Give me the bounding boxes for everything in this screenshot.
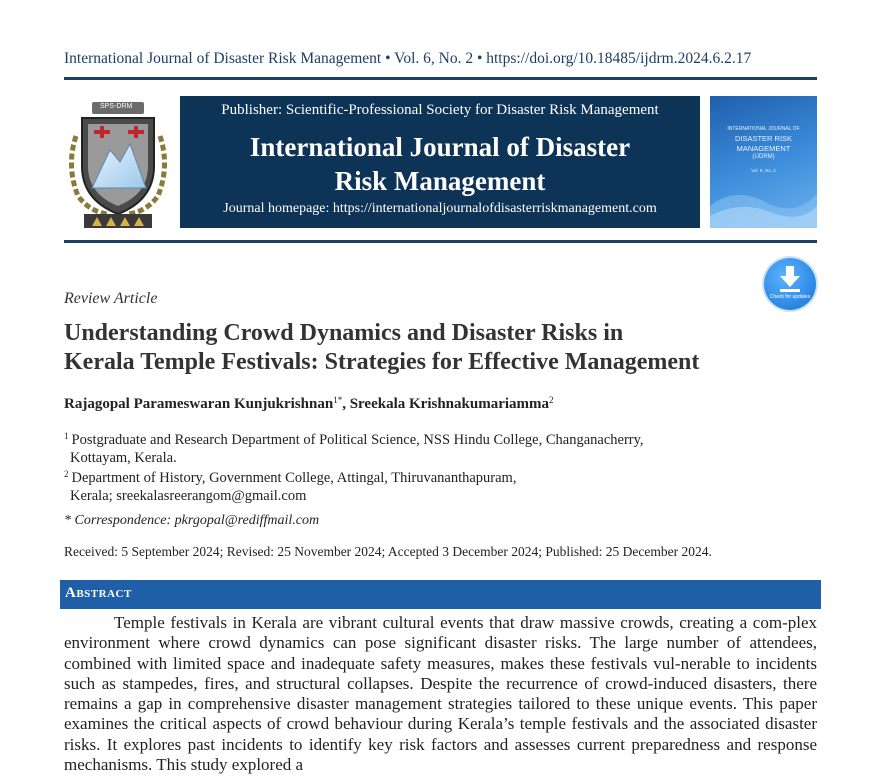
- cover-issue: Vol. 6, No. 2: [751, 168, 776, 173]
- publisher-line: Publisher: Scientific-Professional Society for Disaster Risk Management: [221, 102, 659, 118]
- download-arrow-icon: [778, 266, 802, 292]
- article-title-line1: Understanding Crowd Dynamics and Disaster Risks in: [64, 320, 624, 346]
- cover-line4: (IJDRM): [752, 154, 775, 160]
- author-2-name: Sreekala Krishnakumariamma: [349, 396, 550, 412]
- author-2-marker: 2: [549, 395, 554, 405]
- affiliation-2: [64, 465, 516, 505]
- affiliation-1-line1: Postgraduate and Research Department of Political Science, NSS Hindu College, Changanacherry,: [71, 432, 644, 448]
- journal-cover-thumbnail: [710, 96, 817, 228]
- abstract-heading: Abstract: [65, 585, 132, 601]
- abstract-body: Temple festivals in Kerala are vibrant cultural events that draw massive crowds, creating a com-plex environment where crowd dynamics can pose significant disaster risks. The large number of attendees, combined with limited space and inadequate safety measures, makes these festivals vul-nerable to incidents such as stampedes, fires, and structural collapses. Despite the recurrence of crowd-induced disasters, there remains a gap in comprehensive disaster management strategies tailored to these unique events. This paper examines the critical aspects of crowd behaviour during Kerala’s temple festivals and the associated disaster risks. It explores past incidents to identify key risk factors and assesses current preparedness and response mechanisms. This study explored a: [64, 613, 817, 775]
- shield-emblem-icon: [64, 96, 172, 230]
- header-rule-bottom: [64, 240, 817, 243]
- affiliation-2-line1: Department of History, Government College, Attingal, Thiruvananthapuram,: [71, 470, 517, 486]
- article-type: Review Article: [64, 290, 158, 307]
- author-separator: ,: [342, 396, 350, 412]
- correspondence-email[interactable]: * Correspondence: pkrgopal@rediffmail.com: [64, 513, 320, 528]
- article-title: [64, 319, 804, 377]
- logo-badge-text: SPS-DRM: [100, 103, 133, 110]
- journal-title-line2: Risk Management: [334, 166, 546, 196]
- author-1-name: Rajagopal Parameswaran Kunjukrishnan: [64, 396, 334, 412]
- cover-line3: MANAGEMENT: [736, 144, 791, 153]
- header-rule-top: [64, 77, 817, 80]
- publication-dates: Received: 5 September 2024; Revised: 25 November 2024; Accepted 3 December 2024; Published: 25 December 2024.: [64, 544, 712, 559]
- running-header: International Journal of Disaster Risk Management • Vol. 6, No. 2 • https://doi.org/10.18485/ijdrm.2024.6.2.17: [64, 50, 752, 67]
- journal-banner: [180, 96, 700, 228]
- author-list: [64, 395, 554, 413]
- author-1-marker: 1*: [333, 395, 343, 405]
- affiliation-1-line2: Kottayam, Kerala.: [70, 450, 177, 466]
- journal-title-line1: International Journal of Disaster: [249, 132, 631, 162]
- check-for-updates-badge[interactable]: [764, 258, 816, 310]
- journal-title: [180, 130, 700, 198]
- cover-line2: DISASTER RISK: [734, 134, 793, 143]
- affiliation-1: [64, 427, 644, 467]
- cover-wave-icon: [710, 176, 817, 228]
- affiliation-1-number: 1: [64, 431, 69, 441]
- journal-homepage-link[interactable]: Journal homepage: https://internationaljournalofdisasterriskmanagement.com: [223, 201, 657, 216]
- check-for-updates-label: Check for updates: [769, 294, 811, 300]
- affiliation-2-number: 2: [64, 469, 69, 479]
- affiliation-2-line2: Kerala; sreekalasreerangom@gmail.com: [70, 488, 307, 504]
- cover-line1: INTERNATIONAL JOURNAL OF: [727, 126, 800, 132]
- abstract-heading-bar: [60, 580, 821, 609]
- society-logo: [64, 96, 172, 230]
- article-title-line2: Kerala Temple Festivals: Strategies for Effective Management: [64, 349, 700, 375]
